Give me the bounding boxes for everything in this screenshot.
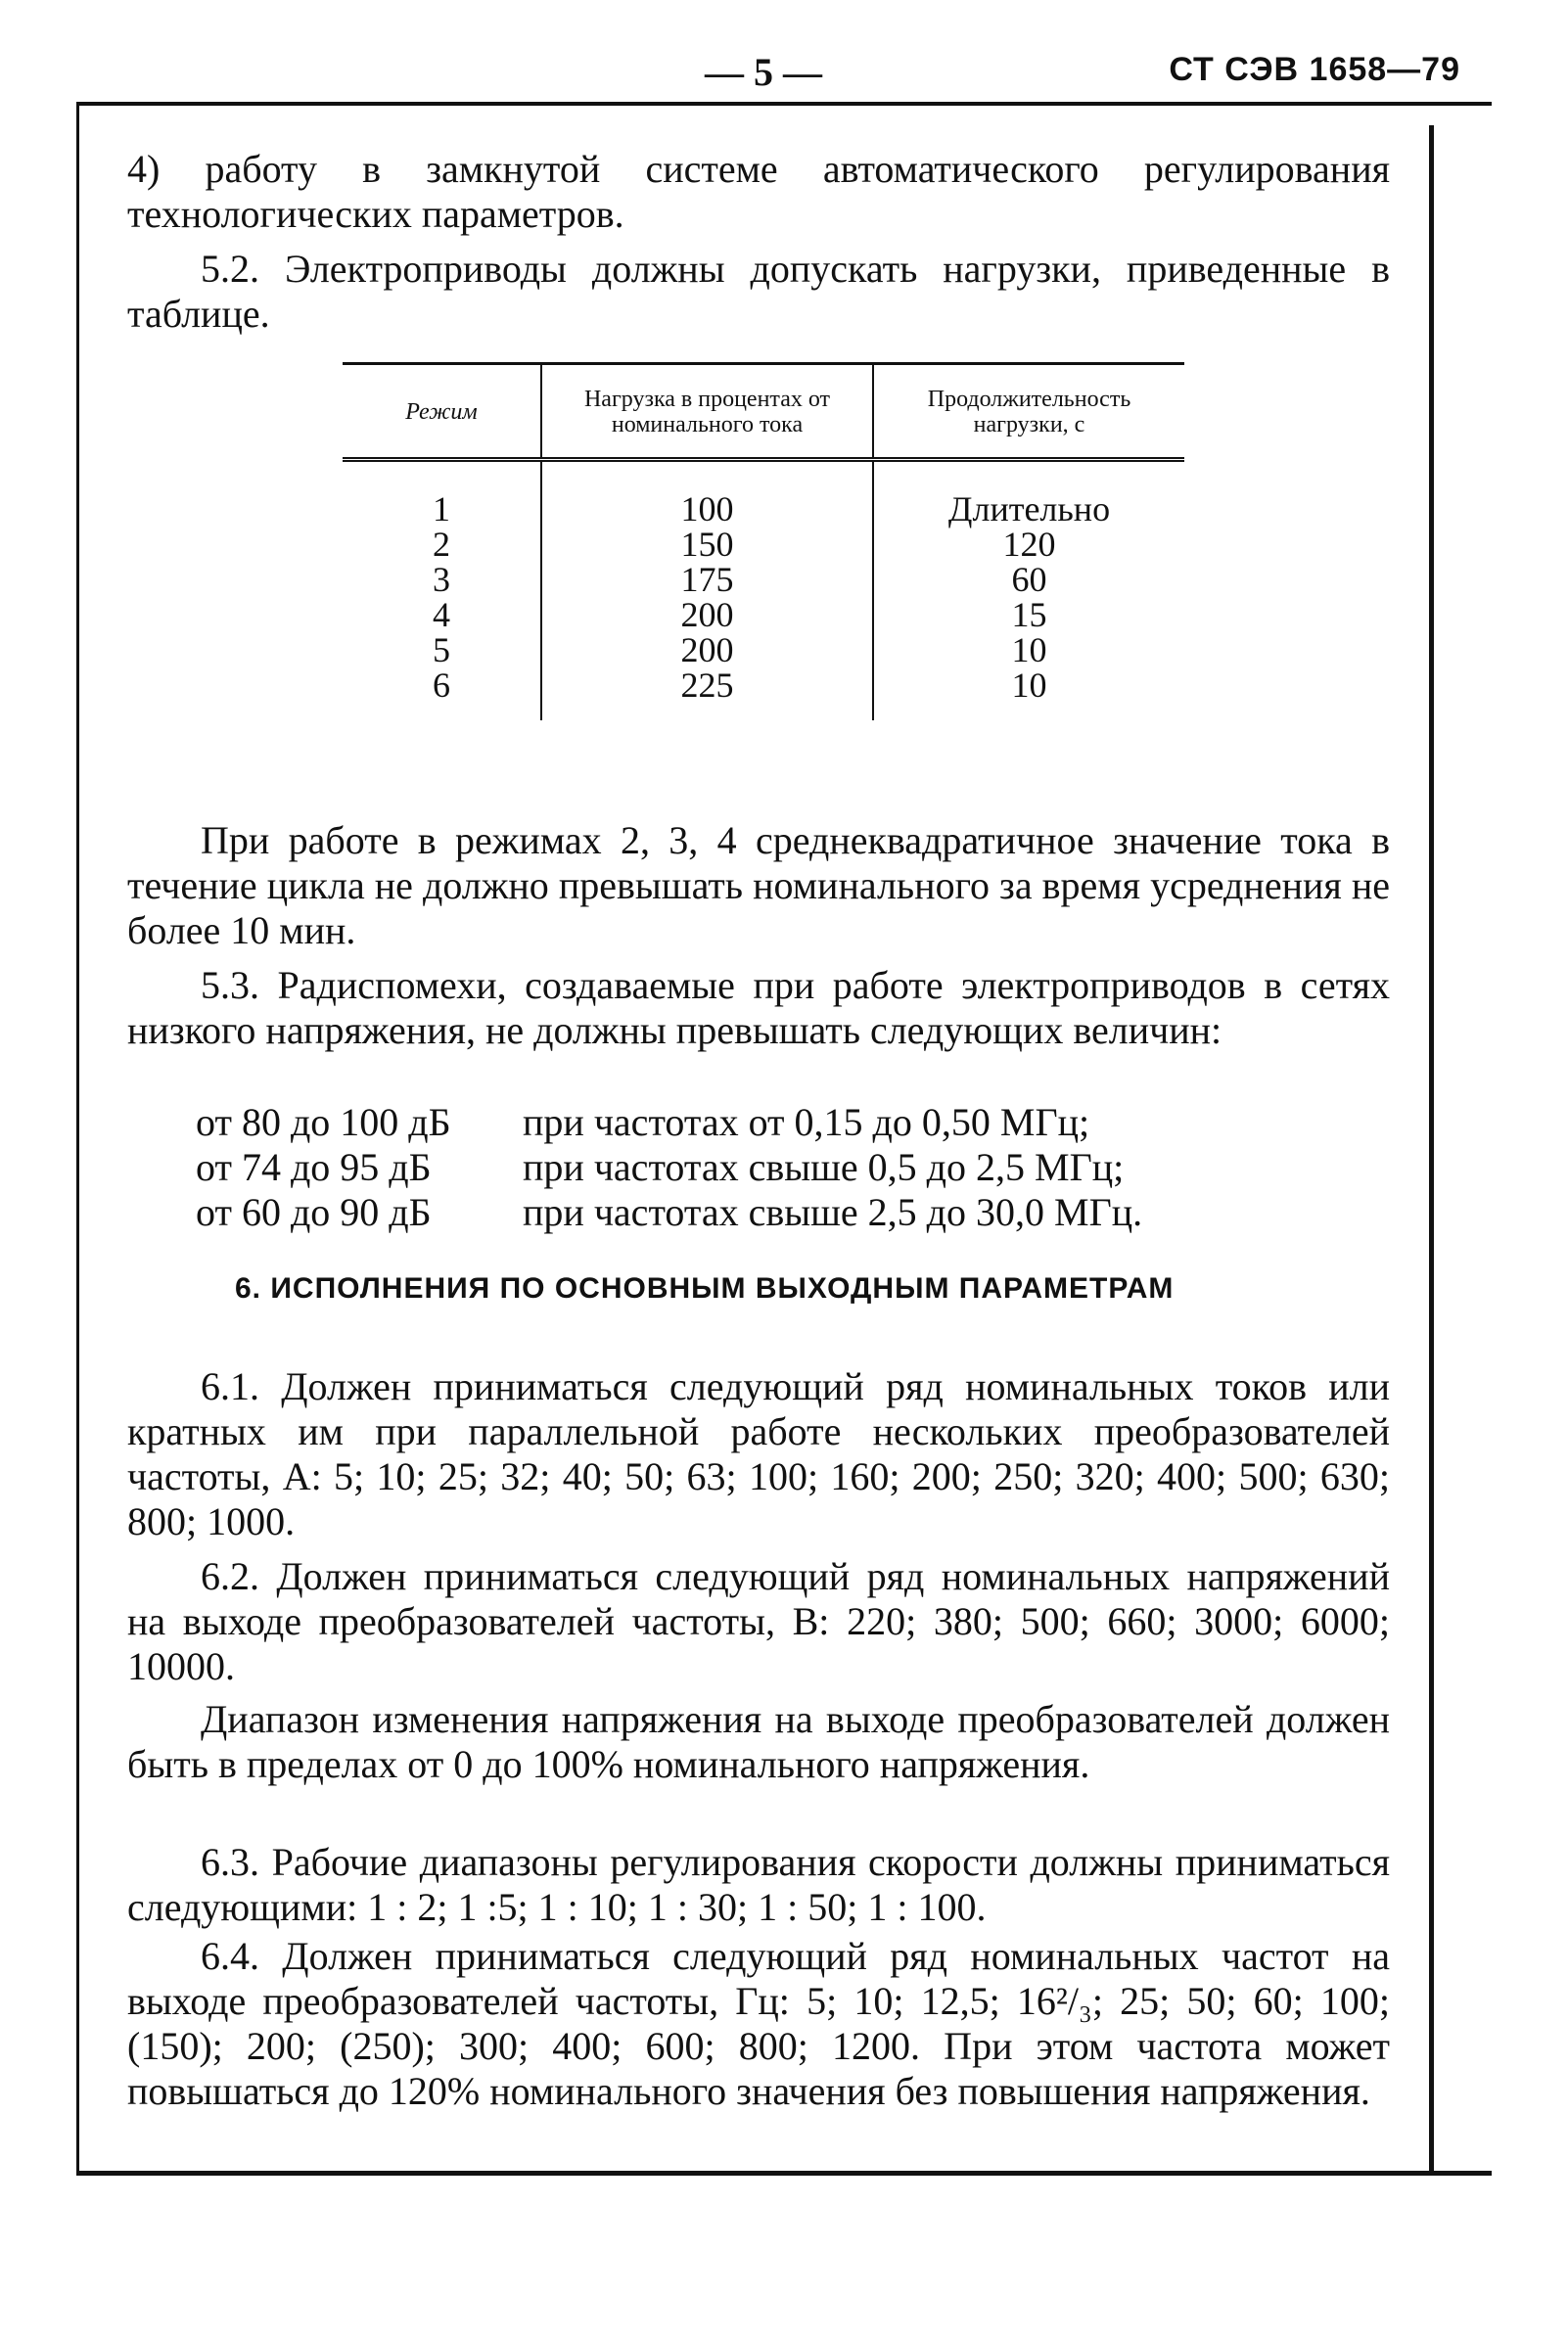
left-border (76, 106, 79, 2173)
table-cell-mode: 2 (433, 525, 450, 564)
table-cell-mode: 3 (433, 560, 450, 599)
table-cell-mode: 6 (433, 666, 450, 705)
table-cell-duration: 15 (873, 597, 1184, 632)
right-border (1429, 125, 1434, 2173)
table-cell-mode: 4 (433, 595, 450, 634)
table-header-mode: Режим (343, 364, 541, 460)
limit-row (196, 1145, 1142, 1190)
bottom-rule (76, 2171, 1492, 2176)
table-row (343, 632, 1184, 667)
table-header-load: Нагрузка в процентах от номинального тока (541, 364, 873, 460)
table-cell-load: 200 (541, 597, 873, 632)
table-cell-duration: 10 (873, 632, 1184, 667)
table-cell-load: 175 (541, 562, 873, 597)
top-rule (76, 102, 1492, 106)
limit-row (196, 1190, 1142, 1235)
table-cell-load: 225 (541, 667, 873, 720)
table-cell-load: 200 (541, 632, 873, 667)
limit-range: от 74 до 95 дБ (196, 1145, 432, 1189)
table-header-duration: Продолжительность нагрузки, с (873, 364, 1184, 460)
table-header-row (343, 364, 1184, 460)
section-6-heading: 6. ИСПОЛНЕНИЯ ПО ОСНОВНЫМ ВЫХОДНЫМ ПАРАМЕТРАМ (235, 1272, 1175, 1305)
table-row (343, 460, 1184, 528)
paragraph-item-4: 4) работу в замкнутой системе автоматического регулирования технологических параметров. (127, 147, 1390, 236)
paragraph-6-4: 6.4. Должен приниматься следующий ряд номинальных частот на выходе преобразователей частоты, Гц: 5; 10; 12,5; 16²/₃; 25; 50; 60; 100; (150); 200; (250); 300; 400; 600; 800; 1200. При этом частота может повышаться до 120% номинального значения без повышения напряжения. (127, 1934, 1390, 2113)
limit-condition: при частотах от 0,15 до 0,50 МГц; (523, 1100, 1090, 1144)
standard-code: СТ СЭВ 1658—79 (1169, 51, 1460, 88)
paragraph-6-3: 6.3. Рабочие диапазоны регулирования скорости должны приниматься следующими: 1 : 2; 1 :5; 1 : 10; 1 : 30; 1 : 50; 1 : 100. (127, 1840, 1390, 1929)
limit-condition: при частотах свыше 0,5 до 2,5 МГц; (523, 1145, 1125, 1189)
limit-range: от 80 до 100 дБ (196, 1100, 451, 1144)
paragraph-modes-note: При работе в режимах 2, 3, 4 среднеквадратичное значение тока в течение цикла не должно превышать номинального за время усреднения не более 10 мин. (127, 818, 1390, 952)
table-cell-duration: 120 (873, 527, 1184, 562)
table-cell-load: 150 (541, 527, 873, 562)
table-row (343, 597, 1184, 632)
table-cell-duration: 60 (873, 562, 1184, 597)
paragraph-6-1: 6.1. Должен приниматься следующий ряд номинальных токов или кратных им при параллельной работе нескольких преобразователей частоты, А: 5; 10; 25; 32; 40; 50; 63; 100; 160; 200; 250; 320; 400; 500; 630; 800; 1000. (127, 1364, 1390, 1543)
table-cell-duration: Длительно (873, 460, 1184, 528)
table-row (343, 667, 1184, 720)
paragraph-5-3: 5.3. Радиспомехи, создаваемые при работе электроприводов в сетях низкого напряжения, не должны превышать следующих величин: (127, 963, 1390, 1052)
table-row (343, 562, 1184, 597)
table-cell-duration: 10 (873, 667, 1184, 720)
paragraph-6-2-range: Диапазон изменения напряжения на выходе преобразователей должен быть в пределах от 0 до 100% номинального напряжения. (127, 1697, 1390, 1786)
limit-condition: при частотах свыше 2,5 до 30,0 МГц. (523, 1190, 1143, 1234)
table-cell-mode: 1 (433, 489, 450, 528)
paragraph-6-2: 6.2. Должен приниматься следующий ряд номинальных напряжений на выходе преобразователей частоты, В: 220; 380; 500; 660; 3000; 6000; 10000. (127, 1554, 1390, 1688)
limit-range: от 60 до 90 дБ (196, 1190, 432, 1234)
load-table (343, 362, 1184, 720)
page-number: — 5 — (705, 50, 822, 94)
table-cell-mode: 5 (433, 630, 450, 669)
interference-limits (196, 1100, 1142, 1235)
table-cell-load: 100 (541, 460, 873, 528)
paragraph-5-2: 5.2. Электроприводы должны допускать нагрузки, приведенные в таблице. (127, 247, 1390, 336)
table-row (343, 527, 1184, 562)
limit-row (196, 1100, 1142, 1145)
